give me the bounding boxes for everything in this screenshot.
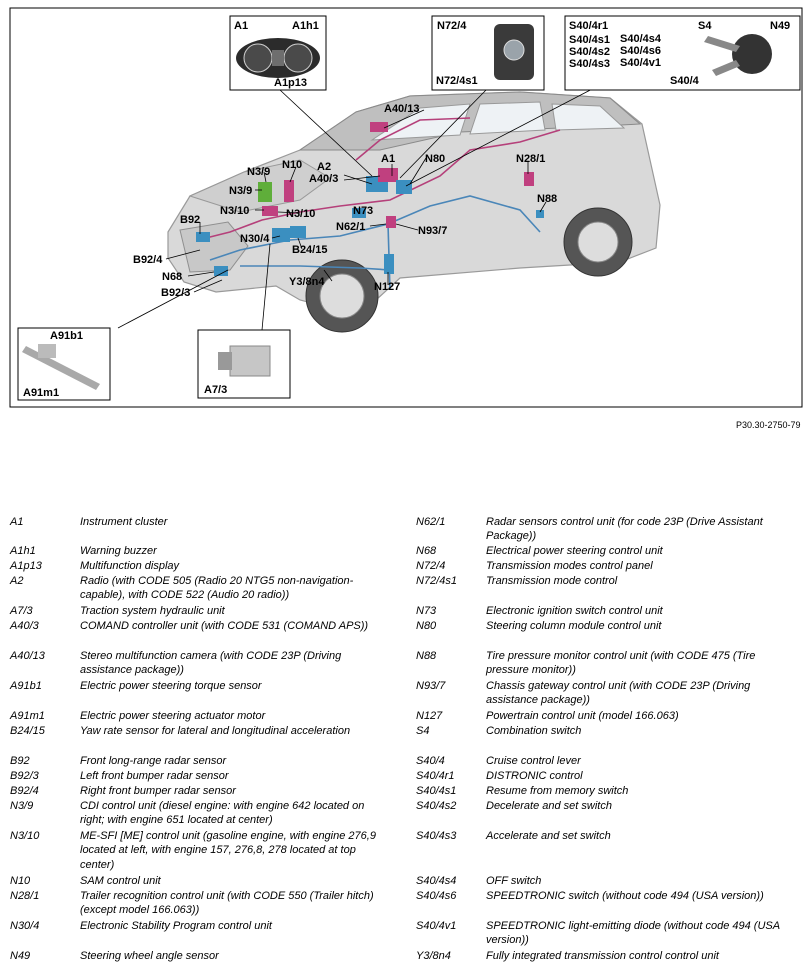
- callout-N10: N10: [282, 159, 303, 171]
- legend-description: SPEEDTRONIC light-emitting diode (without code 494 (USA version)): [486, 920, 780, 947]
- legend-description: Left front bumper radar sensor: [80, 770, 229, 782]
- legend-row: [416, 829, 806, 844]
- legend-code: N68: [416, 545, 437, 557]
- legend-code: N28/1: [10, 890, 40, 902]
- callout-S40-4v1: S40/4v1: [620, 57, 661, 69]
- legend-row: [10, 874, 400, 889]
- module-b24-15: [290, 226, 306, 238]
- legend-row: [10, 889, 400, 917]
- legend-code: A1: [10, 516, 24, 528]
- legend-description: Powertrain control unit (model 166.063): [486, 710, 679, 722]
- legend-row: [10, 515, 400, 530]
- legend-description: Fully integrated transmission control control unit: [486, 950, 719, 962]
- legend-row: [10, 559, 400, 574]
- legend-description: Radar sensors control unit (for code 23P (Drive Assistant Package)): [486, 516, 763, 543]
- legend-description: Tire pressure monitor control unit (with CODE 475 (Tire pressure monitor)): [486, 650, 756, 677]
- callout-B24-15: B24/15: [292, 244, 328, 256]
- legend-code: S40/4s3: [416, 830, 457, 842]
- callout-N28-1: N28/1: [516, 153, 546, 165]
- legend-row: [416, 604, 806, 619]
- legend-description: Electronic ignition switch control unit: [486, 605, 663, 617]
- callout-N80: N80: [425, 153, 446, 165]
- module-n127: [384, 254, 394, 274]
- legend-description: OFF switch: [486, 875, 542, 887]
- legend-row: [416, 649, 806, 677]
- callout-S4: S4: [698, 20, 712, 32]
- legend-code: N72/4: [416, 560, 446, 572]
- legend-row: [416, 784, 806, 799]
- legend-row: [416, 799, 806, 814]
- legend-row: [10, 544, 400, 559]
- legend-code: Y3/8n4: [416, 950, 451, 962]
- callout-N72-4: N72/4: [437, 20, 467, 32]
- legend-description: Cruise control lever: [486, 755, 581, 767]
- legend-row: [10, 799, 400, 827]
- legend-description: Trailer recognition control unit (with CODE 550 (Trailer hitch) (except model 166.063)): [80, 890, 374, 917]
- callout-N73: N73: [353, 205, 374, 217]
- module-n3-9: [258, 182, 272, 202]
- legend-description: CDI control unit (diesel engine: with engine 642 located on right; with engine 651 located at center): [80, 800, 365, 827]
- legend-row: [10, 604, 400, 619]
- callout-S40-4s3: S40/4s3: [569, 58, 610, 70]
- legend-row: [416, 769, 806, 784]
- legend-row: [416, 724, 806, 739]
- legend-description: Transmission modes control panel: [486, 560, 653, 572]
- legend-code: A7/3: [10, 605, 33, 617]
- legend-row: [10, 709, 400, 724]
- legend-description: Decelerate and set switch: [486, 800, 612, 812]
- legend-code: B92/3: [10, 770, 39, 782]
- legend-code: N49: [10, 950, 31, 962]
- module-n30-4: [272, 228, 290, 242]
- legend-code: N88: [416, 650, 437, 662]
- legend-description: DISTRONIC control: [486, 770, 583, 782]
- callout-N3-10-right: N3/10: [286, 208, 316, 220]
- legend-code: B92/4: [10, 785, 39, 797]
- callout-S40-4s1: S40/4s1: [569, 34, 610, 46]
- callout-S40-4: S40/4: [670, 75, 699, 87]
- legend-code: S40/4v1: [416, 920, 457, 932]
- callout-S40-4r1: S40/4r1: [569, 20, 609, 32]
- callout-A91b1: A91b1: [50, 330, 84, 342]
- callout-A1p13: A1p13: [274, 77, 308, 89]
- legend-code: N3/10: [10, 830, 40, 842]
- legend-description: SPEEDTRONIC switch (without code 494 (USA version)): [486, 890, 764, 902]
- callout-N3-9: N3/9: [229, 185, 253, 197]
- callout-N88: N88: [537, 193, 558, 205]
- legend-description: Right front bumper radar sensor: [80, 785, 236, 797]
- callout-A2: A2: [317, 161, 332, 173]
- legend-description: Electric power steering torque sensor: [80, 680, 262, 692]
- legend-row: [10, 784, 400, 799]
- callout-N30-4: N30/4: [240, 233, 270, 245]
- legend-description: Electrical power steering control unit: [486, 545, 663, 557]
- legend-code: A40/13: [10, 650, 45, 662]
- callout-B92-4: B92/4: [133, 254, 163, 266]
- legend-row: [10, 769, 400, 784]
- legend-row: [416, 889, 806, 904]
- legend-row: [416, 754, 806, 769]
- callout-N49: N49: [770, 20, 791, 32]
- legend-row: [10, 919, 400, 934]
- legend-description: SAM control unit: [80, 875, 161, 887]
- module-n28-1: [524, 172, 534, 186]
- legend-code: N127: [416, 710, 443, 722]
- legend-row: [10, 724, 400, 739]
- legend-code: N10: [10, 875, 31, 887]
- legend-code: N72/4s1: [416, 575, 457, 587]
- callout-N62-1: N62/1: [336, 221, 366, 233]
- legend-code: S4: [416, 725, 430, 737]
- callout-N93-7: N93/7: [418, 225, 448, 237]
- legend-row: [416, 709, 806, 724]
- callout-B92: B92: [180, 214, 201, 226]
- legend-code: A91m1: [10, 710, 45, 722]
- module-a40-3: [378, 168, 398, 182]
- module-n93-7: [386, 216, 396, 228]
- callout-N72-4s1: N72/4s1: [436, 75, 478, 87]
- legend-row: [416, 619, 806, 634]
- legend-row: [10, 754, 400, 769]
- legend-code: S40/4s6: [416, 890, 457, 902]
- callout-A40-3: A40/3: [309, 173, 339, 185]
- legend-code: S40/4s2: [416, 800, 457, 812]
- legend-code: N73: [416, 605, 437, 617]
- legend-code: A91b1: [10, 680, 42, 692]
- legend-code: A40/3: [10, 620, 39, 632]
- module-n3-10: [262, 206, 278, 216]
- legend-code: A1h1: [10, 545, 36, 557]
- legend-code: S40/4: [416, 755, 445, 767]
- callout-Y3-8n4: Y3/8n4: [289, 276, 325, 288]
- legend-code: N93/7: [416, 680, 446, 692]
- module-b92: [196, 232, 210, 242]
- callout-S40-4s6: S40/4s6: [620, 45, 661, 57]
- legend-description: Steering wheel angle sensor: [80, 950, 219, 962]
- module-n80: [396, 180, 412, 194]
- legend-description: Combination switch: [486, 725, 582, 737]
- legend-code: A1p13: [10, 560, 42, 572]
- legend-description: Radio (with CODE 505 (Radio 20 NTG5 non-navigation-capable), with CODE 522 (Audio 20 radio)): [80, 575, 354, 602]
- legend-code: N62/1: [416, 516, 446, 528]
- legend-row: [416, 679, 806, 707]
- callout-N127: N127: [374, 281, 401, 293]
- legend-description: Electric power steering actuator motor: [80, 710, 266, 722]
- callout-S40-4s4: S40/4s4: [620, 33, 661, 45]
- legend-description: Traction system hydraulic unit: [80, 605, 225, 617]
- figure-reference: P30.30-2750-79: [736, 420, 801, 430]
- legend-description: Resume from memory switch: [486, 785, 629, 797]
- module-n88: [536, 210, 544, 218]
- legend-row: [416, 559, 806, 574]
- legend-row: [10, 574, 400, 602]
- legend-row: [416, 574, 806, 589]
- legend-description: Instrument cluster: [80, 516, 168, 528]
- legend-row: [416, 874, 806, 889]
- legend-description: Stereo multifunction camera (with CODE 23P (Driving assistance package)): [80, 650, 342, 677]
- vehicle-component-diagram: [0, 0, 812, 420]
- callout-N3-9-top: N3/9: [247, 166, 271, 178]
- legend-row: [10, 649, 400, 677]
- legend-code: S40/4r1: [416, 770, 455, 782]
- callout-A7-3: A7/3: [204, 384, 228, 396]
- legend-code: S40/4s1: [416, 785, 457, 797]
- legend-code: N3/9: [10, 800, 34, 812]
- legend-row: [10, 679, 400, 694]
- legend-row: [416, 515, 806, 543]
- legend-code: B92: [10, 755, 30, 767]
- callout-A40-13: A40/13: [384, 103, 420, 115]
- callout-A1-vehicle: A1: [381, 153, 396, 165]
- legend-description: Multifunction display: [80, 560, 180, 572]
- legend-description: COMAND controller unit (with CODE 531 (COMAND APS)): [80, 620, 369, 632]
- legend-code: N80: [416, 620, 437, 632]
- callout-N68: N68: [162, 271, 183, 283]
- legend-description: Yaw rate sensor for lateral and longitudinal acceleration: [80, 725, 351, 737]
- callout-A1: A1: [234, 20, 249, 32]
- legend-code: A2: [10, 575, 24, 587]
- legend-description: Transmission mode control: [486, 575, 618, 587]
- legend-description: ME-SFI [ME] control unit (gasoline engine, with engine 276,9 located at left, with engine 157, 276,8, 278 located at top center): [80, 830, 376, 871]
- callout-S40-4s2: S40/4s2: [569, 46, 610, 58]
- legend-code: B24/15: [10, 725, 45, 737]
- legend-code: N30/4: [10, 920, 40, 932]
- callout-B92-3: B92/3: [161, 287, 191, 299]
- callout-N3-10-left: N3/10: [220, 205, 250, 217]
- legend-row: [416, 919, 806, 947]
- legend-description: Accelerate and set switch: [486, 830, 611, 842]
- callout-A1h1: A1h1: [292, 20, 319, 32]
- legend-row: [10, 829, 400, 871]
- legend-description: Front long-range radar sensor: [80, 755, 227, 767]
- legend-row: [10, 949, 400, 964]
- legend-description: Electronic Stability Program control unit: [80, 920, 272, 932]
- legend-row: [10, 619, 400, 634]
- module-n10: [284, 180, 294, 202]
- legend-row: [416, 949, 806, 964]
- legend-description: Chassis gateway control unit (with CODE 23P (Driving assistance package)): [486, 680, 751, 707]
- legend-description: Warning buzzer: [80, 545, 157, 557]
- legend-row: [416, 544, 806, 559]
- callout-A91m1: A91m1: [23, 387, 60, 399]
- legend-code: S40/4s4: [416, 875, 457, 887]
- legend-description: Steering column module control unit: [486, 620, 662, 632]
